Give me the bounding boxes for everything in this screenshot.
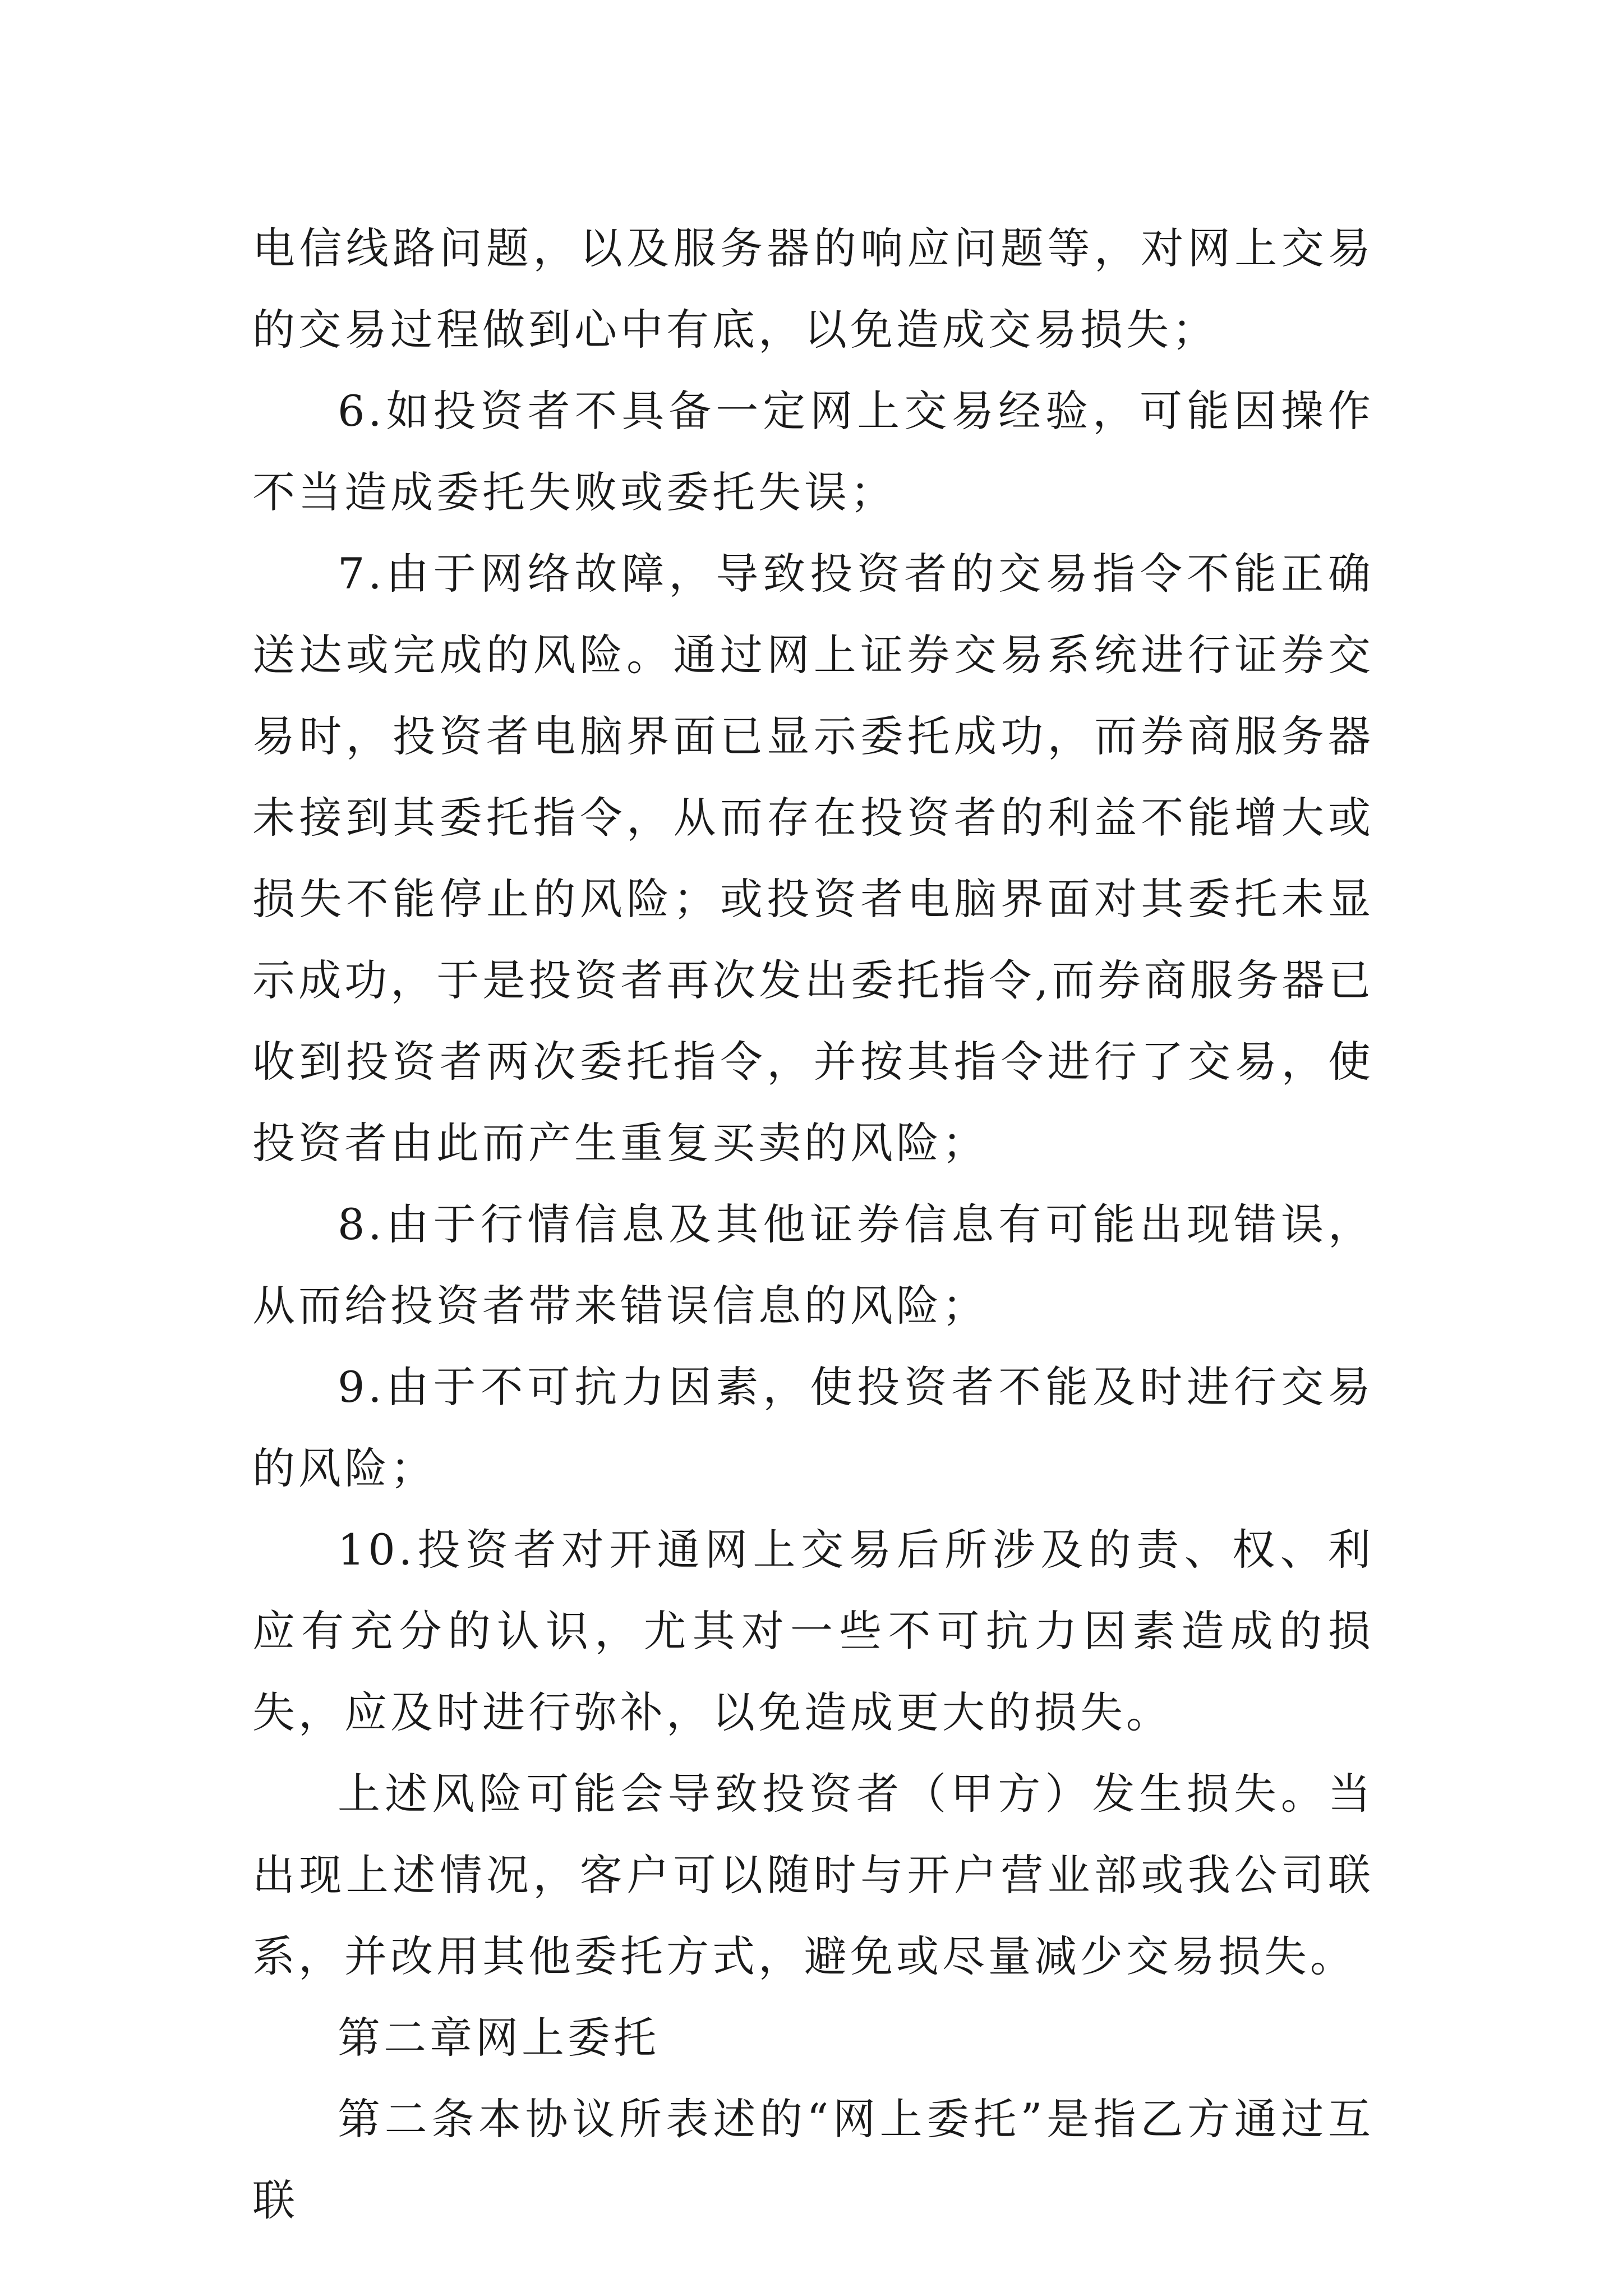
chapter-heading: 第二章网上委托	[338, 2013, 660, 2063]
paragraph-article-2: 第二条本协议所表述的“网上委托”是指乙方通过互联	[252, 2094, 1374, 2225]
paragraph-item-7: 7.由于网络故障，导致投资者的交易指令不能正确送达或完成的风险。通过网上证券交易系统进行证券交易时，投资者电脑界面已显示委托成功，而券商服务器未接到其委托指令，从而存在投资者的利益不能增大或损失不能停止的风险；或投资者电脑界面对其委托未显示成功，于是投资者再次发出委托指令,而券商服务器已收到投资者两次委托指令，并按其指令进行了交易，使投资者由此而产生重复买卖的风险；	[252, 549, 1374, 1168]
paragraph-item-9: 9.由于不可抗力因素，使投资者不能及时进行交易的风险；	[252, 1362, 1374, 1493]
document-body	[252, 208, 1374, 2241]
paragraph-continuation: 电信线路问题，以及服务器的响应问题等，对网上交易的交易过程做到心中有底，以免造成交易损失；	[252, 223, 1374, 355]
paragraph-risk-summary: 上述风险可能会导致投资者（甲方）发生损失。当出现上述情况，客户可以随时与开户营业部或我公司联系，并改用其他委托方式，避免或尽量减少交易损失。	[252, 1769, 1374, 1981]
paragraph-item-8: 8.由于行情信息及其他证券信息有可能出现错误，从而给投资者带来错误信息的风险；	[252, 1199, 1374, 1331]
paragraph-item-10: 10.投资者对开通网上交易后所涉及的责、权、利应有充分的认识，尤其对一些不可抗力因素造成的损失，应及时进行弥补，以免造成更大的损失。	[252, 1525, 1374, 1737]
paragraph-item-6: 6.如投资者不具备一定网上交易经验，可能因操作不当造成委托失败或委托失误；	[252, 386, 1374, 517]
